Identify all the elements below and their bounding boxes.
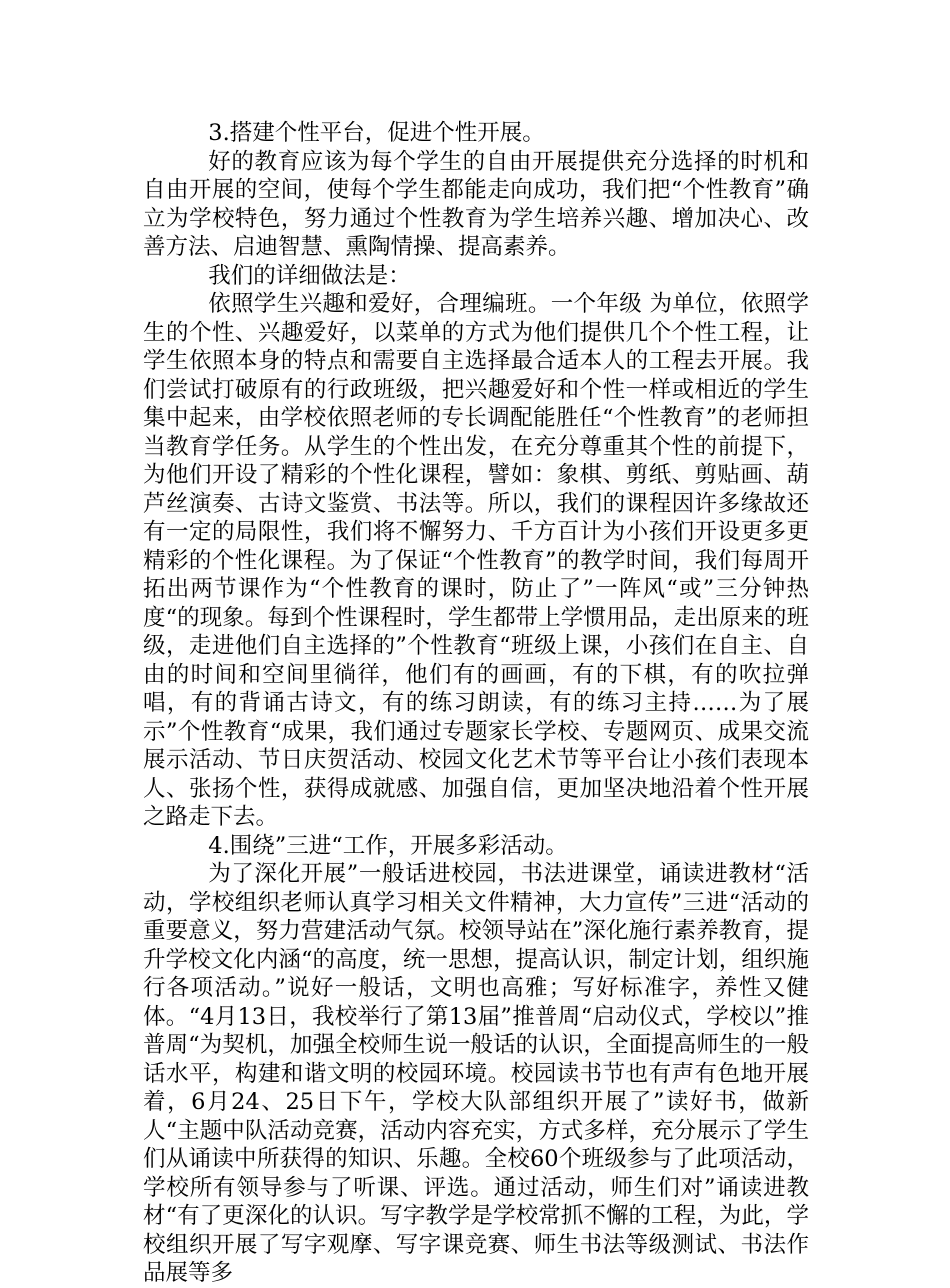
heading-item-3: 3.搭建个性平台，促进个性开展。	[208, 120, 545, 146]
paragraph-intro: 好的教育应该为每个学生的自由开展提供充分选择的时机和自由开展的空间，使每个学生都能走向成功，我们把“个性教育”确立为学校特色，努力通过个性教育为学生培养兴趣、增加决心、改善方法、启迪智慧、熏陶情操、提高素养。	[143, 148, 809, 260]
paragraph-method-detail: 依照学生兴趣和爱好，合理编班。一个年级 为单位，依照学生的个性、兴趣爱好，以菜单的方式为他们提供几个个性工程，让学生依照本身的特点和需要自主选择最合适本人的工程去开展。我们尝试打破原有的行政班级，把兴趣爱好和个性一样或相近的学生集中起来，由学校依照老师的专长调配能胜任“个性教育”的老师担当教育学任务。从学生的个性出发，在充分尊重其个性的前提下，为他们开设了精彩的个性化课程，譬如：象棋、剪纸、剪贴画、葫芦丝演奏、古诗文鉴赏、书法等。所以，我们的课程因许多缘故还有一定的局限性，我们将不懈努力、千方百计为小孩们开设更多更精彩的个性化课程。为了保证“个性教育”的教学时间，我们每周开拓出两节课作为“个性教育的课时，防止了”一阵风“或”三分钟热度“的现象。每到个性课程时，学生都带上学惯用品，走出原来的班级，走进他们自主选择的”个性教育“班级上课，小孩们在自主、自由的时间和空间里徜徉，他们有的画画，有的下棋，有的吹拉弹唱，有的背诵古诗文，有的练习朗读，有的练习主持……为了展示”个性教育“成果，我们通过专题家长学校、专题网页、成果交流展示活动、节日庆贺活动、校园文化艺术节等平台让小孩们表现本人、张扬个性，获得成就感、加强自信，更加坚决地沿着个性开展之路走下去。	[143, 291, 809, 830]
paragraph-activities: 为了深化开展”一般话进校园，书法进课堂，诵读进教材“活动，学校组织老师认真学习相关文件精神，大力宣传”三进“活动的重要意义，努力营建活动气氛。校领导站在”深化施行素养教育，提升学校文化内涵“的高度，统一思想，提高认识，制定计划，组织施行各项活动。”说好一般话，文明也高雅；写好标准字，养性又健体。“4月13日，我校举行了第13届”推普周“启动仪式，学校以”推普周“为契机，加强全校师生说一般话的认识，全面提高师生的一般话水平，构建和谐文明的校园环境。校园读书节也有声有色地开展着，6月24、25日下午，学校大队部组织开展了”读好书，做新人“主题中队活动竞赛，活动内容充实，方式多样，充分展示了学生们从诵读中所获得的知识、乐趣。全校60个班级参与了此项活动，学校所有领导参与了听课、评选。通过活动，师生们对”诵读进教材“有了更深化的认识。写字教学是学校常抓不懈的工程，为此，学校组织开展了写字观摩、写字课竞赛、师生书法等级测试、书法作品展等多	[143, 861, 809, 1286]
paragraph-method-lead: 我们的详细做法是：	[208, 262, 411, 289]
document-body	[143, 119, 809, 1288]
heading-item-4: 4.围绕”三进“工作，开展多彩活动。	[208, 832, 568, 859]
